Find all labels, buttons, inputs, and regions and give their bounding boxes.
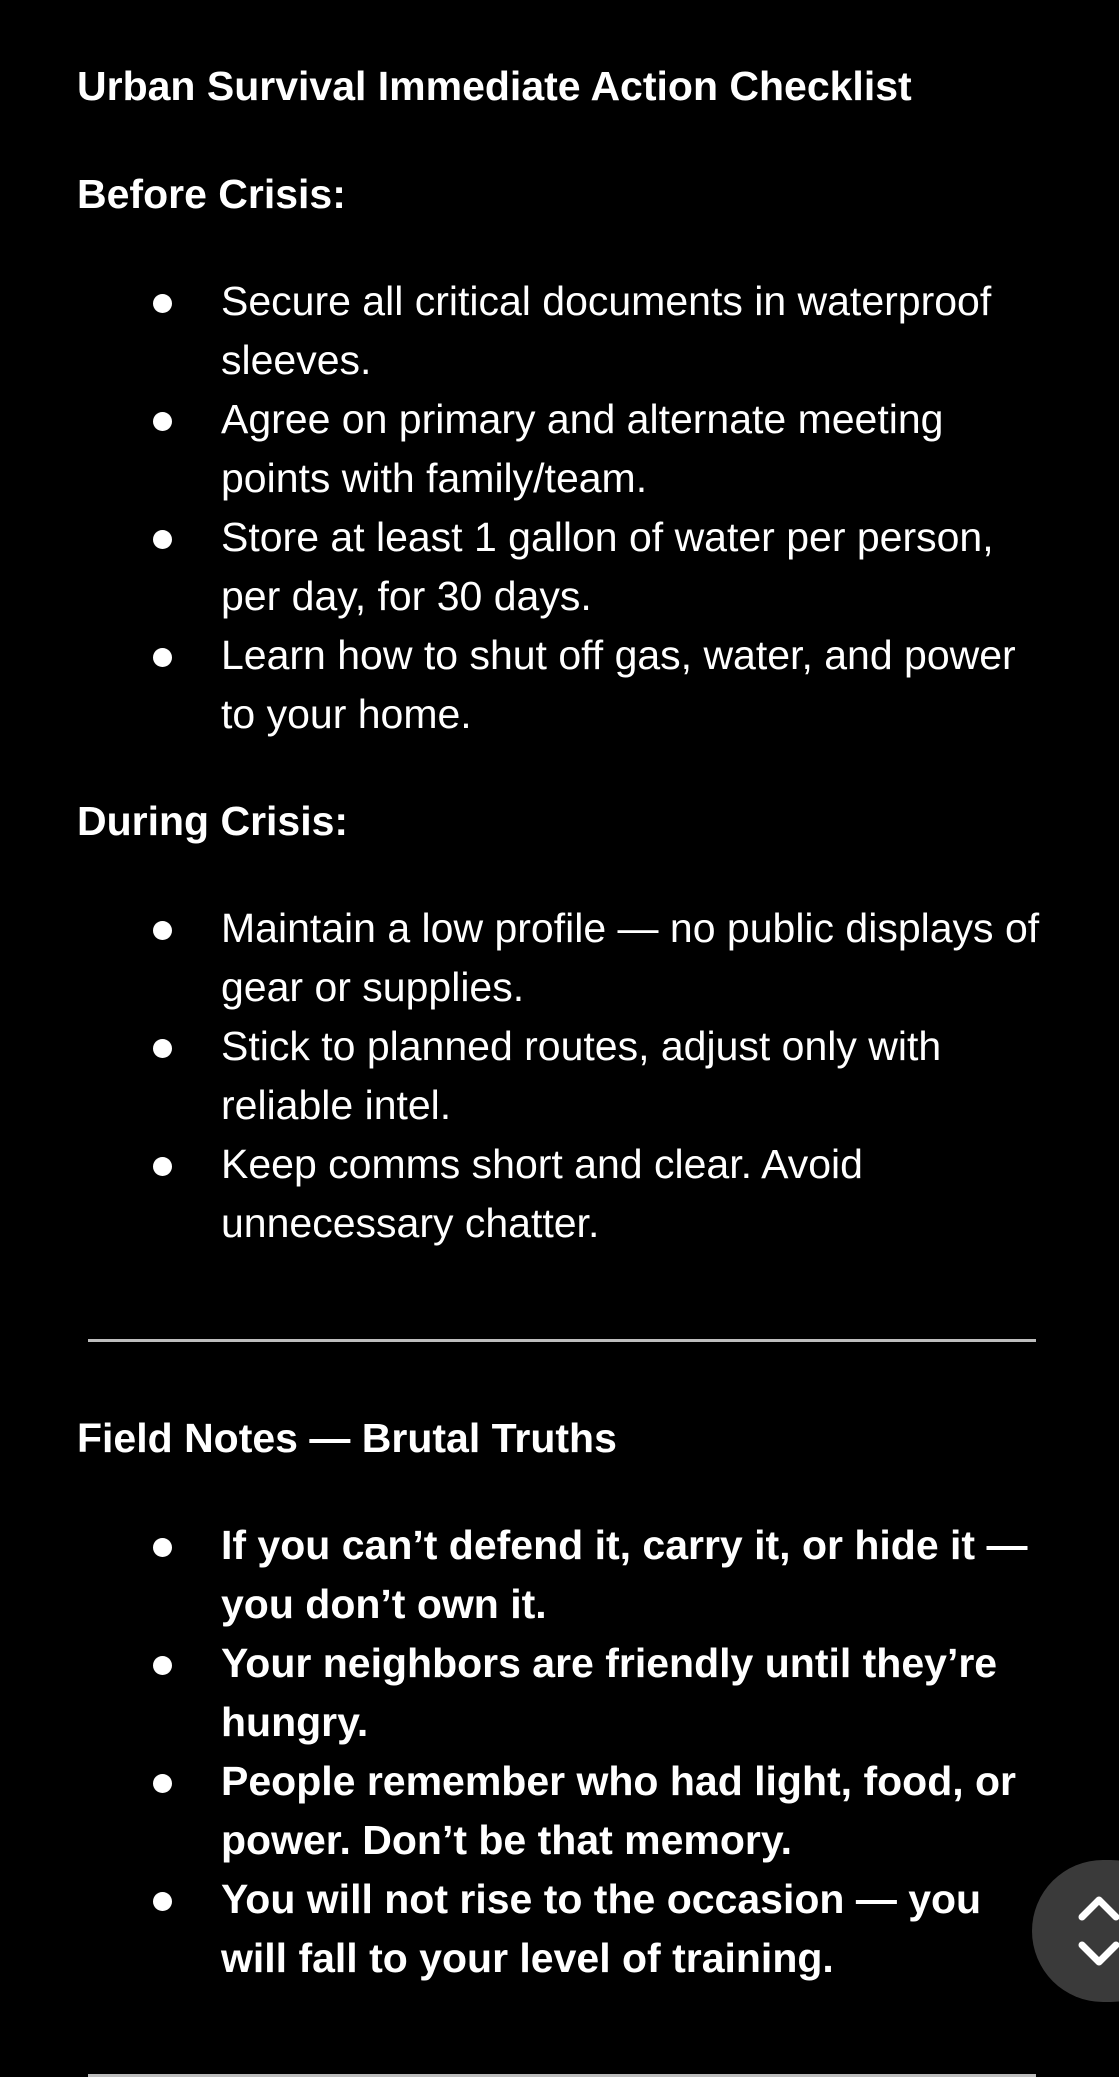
- chevron-up-icon[interactable]: [1076, 1888, 1119, 1928]
- list-item-text: Maintain a low profile — no public displays of gear or supplies.: [221, 905, 1040, 1010]
- list-item: [77, 1870, 1051, 1988]
- bullet-icon: [153, 648, 172, 667]
- list-item: [77, 1017, 1051, 1135]
- bullet-icon: [153, 1538, 172, 1557]
- page-title: Urban Survival Immediate Action Checklist: [77, 63, 912, 109]
- bullet-icon: [153, 1157, 172, 1176]
- list-item-text: Keep comms short and clear. Avoid unnecessary chatter.: [221, 1141, 863, 1246]
- bullet-icon: [153, 1892, 172, 1911]
- list-item: [77, 272, 1051, 390]
- list-item-text: Your neighbors are friendly until they’re hungry.: [221, 1640, 998, 1745]
- section-divider: [88, 1339, 1036, 1342]
- bullet-icon: [153, 921, 172, 940]
- before-crisis-list: [77, 272, 1077, 744]
- section-heading-field-notes: Field Notes — Brutal Truths: [77, 1415, 617, 1461]
- list-item: [77, 390, 1051, 508]
- list-item-text: Store at least 1 gallon of water per person, per day, for 30 days.: [221, 514, 994, 619]
- list-item-text: If you can’t defend it, carry it, or hide it — you don’t own it.: [221, 1522, 1028, 1627]
- bullet-icon: [153, 530, 172, 549]
- list-item: [77, 1752, 1051, 1870]
- bullet-icon: [153, 1656, 172, 1675]
- list-item-text: Agree on primary and alternate meeting points with family/team.: [221, 396, 944, 501]
- list-item-text: People remember who had light, food, or power. Don’t be that memory.: [221, 1758, 1017, 1863]
- field-notes-list: [77, 1516, 1077, 1988]
- list-item: [77, 626, 1051, 744]
- section-heading-during-crisis: During Crisis:: [77, 798, 349, 844]
- list-item: [77, 1516, 1051, 1634]
- during-crisis-list: [77, 899, 1077, 1253]
- list-item-text: Stick to planned routes, adjust only with reliable intel.: [221, 1023, 942, 1128]
- section-heading-before-crisis: Before Crisis:: [77, 171, 346, 217]
- list-item: [77, 1634, 1051, 1752]
- bullet-icon: [153, 1039, 172, 1058]
- list-item: [77, 1135, 1051, 1253]
- bullet-icon: [153, 412, 172, 431]
- list-item-text: Learn how to shut off gas, water, and power to your home.: [221, 632, 1016, 737]
- list-item: [77, 899, 1051, 1017]
- list-item-text: Secure all critical documents in waterproof sleeves.: [221, 278, 992, 383]
- chevron-down-icon[interactable]: [1076, 1934, 1119, 1974]
- bullet-icon: [153, 294, 172, 313]
- list-item: [77, 508, 1051, 626]
- bullet-icon: [153, 1774, 172, 1793]
- list-item-text: You will not rise to the occasion — you will fall to your level of training.: [221, 1876, 982, 1981]
